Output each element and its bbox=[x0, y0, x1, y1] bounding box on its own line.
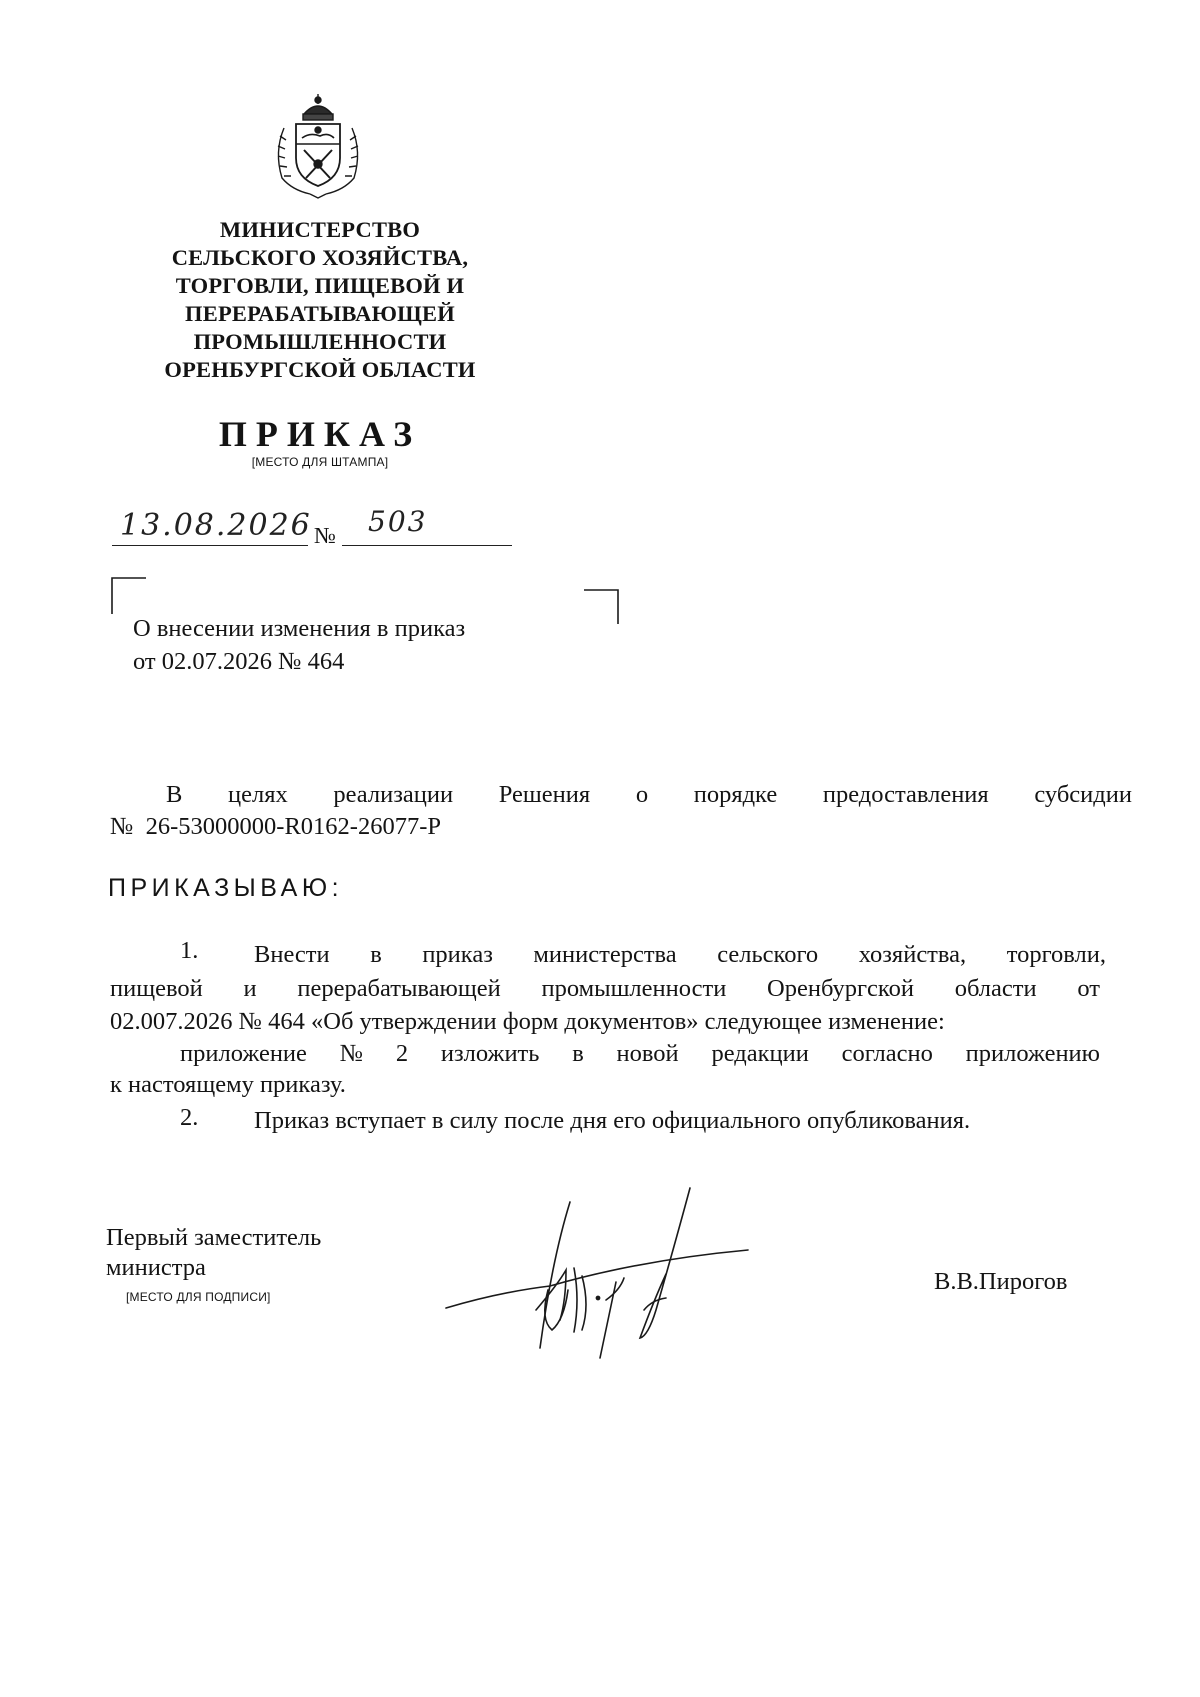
order-subject bbox=[133, 612, 465, 678]
item-word: № bbox=[339, 1040, 364, 1067]
ministry-line: ПЕРЕРАБАТЫВАЮЩЕЙ bbox=[185, 301, 455, 326]
item-word: изложить bbox=[440, 1040, 540, 1067]
preamble-line-1 bbox=[166, 780, 1132, 810]
signer-position bbox=[106, 1223, 321, 1283]
subject-bracket-right bbox=[582, 588, 622, 628]
order-command-word: ПРИКАЗЫВАЮ: bbox=[108, 874, 344, 902]
item-1-number: 1. bbox=[180, 937, 199, 964]
ministry-line: СЕЛЬСКОГО ХОЗЯЙСТВА, bbox=[171, 245, 469, 270]
item-word: перерабатывающей bbox=[297, 975, 501, 1002]
preamble-word: Решения bbox=[498, 781, 591, 808]
signer-position-line: министра bbox=[106, 1254, 206, 1281]
preamble-word: предоставления bbox=[822, 781, 989, 808]
item-word: согласно bbox=[841, 1040, 933, 1067]
date-underline bbox=[112, 545, 308, 546]
item-word: хозяйства, bbox=[858, 941, 967, 968]
number-underline bbox=[342, 545, 512, 546]
subject-line: О внесении изменения в приказ bbox=[133, 615, 466, 642]
preamble-word: о bbox=[635, 781, 649, 808]
item-word: приложение bbox=[180, 1040, 307, 1067]
item-word: министерства bbox=[533, 941, 677, 968]
order-date: 13.08.2026 bbox=[120, 508, 312, 543]
item-1-line-2 bbox=[110, 974, 1100, 1004]
ministry-line: ОРЕНБУРГСКОЙ ОБЛАСТИ bbox=[164, 357, 476, 382]
preamble-word: В bbox=[166, 781, 183, 808]
signer-position-line: Первый заместитель bbox=[106, 1224, 322, 1251]
ministry-line: ПРОМЫШЛЕННОСТИ bbox=[193, 329, 447, 354]
ministry-line: ТОРГОВЛИ, ПИЩЕВОЙ И bbox=[175, 273, 465, 298]
signer-name: В.В.Пирогов bbox=[934, 1268, 1068, 1295]
order-number: 503 bbox=[368, 505, 428, 538]
item-word: редакции bbox=[711, 1040, 809, 1067]
subject-bracket-left bbox=[110, 576, 150, 616]
item-word: Внести bbox=[254, 941, 330, 968]
item-1-sub-line-1 bbox=[180, 1039, 1100, 1069]
item-word: промышленности bbox=[541, 975, 727, 1002]
item-word: торговли, bbox=[1006, 941, 1106, 968]
document-type-title: ПРИКАЗ bbox=[218, 414, 422, 454]
item-word: новой bbox=[616, 1040, 679, 1067]
item-word: и bbox=[243, 975, 257, 1002]
item-word: Оренбургской bbox=[767, 975, 914, 1002]
item-1-sub-line-2: к настоящему приказу. bbox=[110, 1071, 346, 1098]
stamp-placeholder: [МЕСТО ДЛЯ ШТАМПА] bbox=[251, 455, 389, 469]
ministry-line: МИНИСТЕРСТВО bbox=[219, 217, 421, 242]
item-word: пищевой bbox=[110, 975, 203, 1002]
item-2-text: Приказ вступает в силу после дня его официального опубликования. bbox=[254, 1107, 971, 1134]
preamble-word: субсидии bbox=[1034, 781, 1132, 808]
preamble-word: целях bbox=[227, 781, 288, 808]
handwritten-signature bbox=[440, 1180, 760, 1360]
item-1-line-1 bbox=[254, 940, 1106, 970]
preamble-word: порядке bbox=[693, 781, 778, 808]
coat-of-arms-emblem bbox=[270, 92, 366, 200]
signature-placeholder: [МЕСТО ДЛЯ ПОДПИСИ] bbox=[126, 1290, 271, 1304]
item-word: приказ bbox=[422, 941, 493, 968]
preamble-word: реализации bbox=[333, 781, 454, 808]
ministry-name bbox=[130, 216, 510, 384]
item-word: области bbox=[954, 975, 1037, 1002]
subject-line: от 02.07.2026 № 464 bbox=[133, 648, 345, 675]
item-2-number: 2. bbox=[180, 1104, 199, 1131]
item-word: приложению bbox=[965, 1040, 1100, 1067]
item-word: сельского bbox=[717, 941, 819, 968]
item-word: в bbox=[370, 941, 382, 968]
item-word: 2 bbox=[395, 1040, 409, 1067]
item-word: в bbox=[572, 1040, 584, 1067]
number-sign: № bbox=[314, 523, 336, 548]
item-word: от bbox=[1077, 975, 1100, 1002]
item-1-line-3: 02.007.2026 № 464 «Об утверждении форм документов» следующее изменение: bbox=[110, 1008, 945, 1035]
subsidy-decision-number: № 26-53000000-R0162-26077-P bbox=[110, 813, 441, 840]
